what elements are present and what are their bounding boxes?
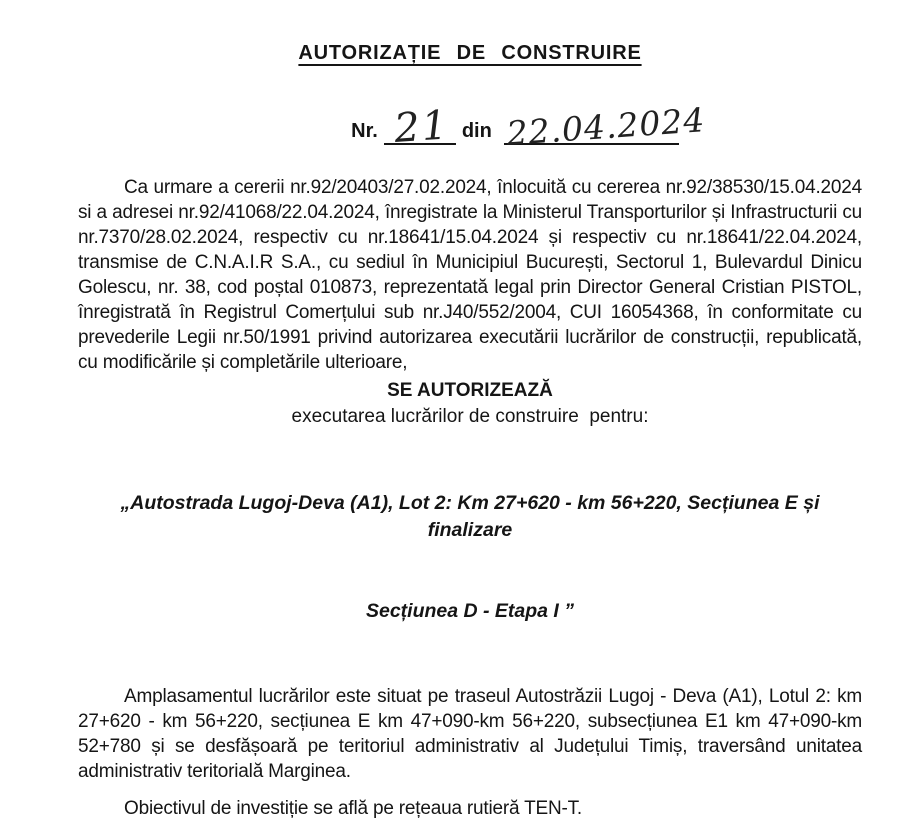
ten-t-paragraph: Obiectivul de investiție se află pe rețeaua rutieră TEN-T. bbox=[124, 798, 583, 819]
authorization-heading: SE AUTORIZEAZĂ bbox=[387, 380, 553, 401]
number-underline bbox=[384, 102, 456, 152]
intro-paragraph: Ca urmare a cererii nr.92/20403/27.02.2024, înlocuită cu cererea nr.92/38530/15.04.2024 si a adresei nr.92/41068/22.04.2024, înregistrate la Ministerul Transporturilor și Infrastructurii cu nr.7370/28.02.2024, respectiv cu nr.18641/15.04.2024 și respectiv cu nr.18641/22.04.2024, transmise de C.N.A.I.R S.A., cu sediul în Municipiul București, Sectorul 1, Bulevardul Dinicu Golescu, nr. 38, cod poștal 010873, reprezentată legal prin Director General Cristian PISTOL, înregistrată în Registrul Comerțului sub nr.J40/552/2004, CUI 16054368, în conformitate cu prevederile Legii nr.50/1991 privind autorizarea executării lucrărilor de construcții, republicată, cu modificările și completările ulterioare, bbox=[78, 177, 862, 373]
project-title-line2: Secțiunea D - Etapa I ” bbox=[365, 600, 575, 622]
location-paragraph: Amplasamentul lucrărilor este situat pe traseul Autostrăzii Lugoj - Deva (A1), Lotul 2: km 27+620 - km 56+220, secțiunea E km 47+090-km 56+220, subsecțiunea E1 km 47+090-km 52+780 și se desfășoară pe teritoriul administrativ al Județului Timiș, traversând unitatea administrativ teritorială Marginea. bbox=[78, 686, 862, 782]
authorization-subheading: executarea lucrărilor de construire pentru: bbox=[291, 406, 649, 427]
number-label: Nr. bbox=[351, 120, 378, 142]
project-title-line1: „Autostrada Lugoj-Deva (A1), Lot 2: Km 27+620 - km 56+220, Secțiunea E și finalizare bbox=[120, 492, 825, 541]
project-title bbox=[78, 436, 862, 679]
number-date-line bbox=[168, 100, 862, 153]
document-title: AUTORIZAȚIE DE CONSTRUIRE bbox=[298, 42, 642, 64]
handwritten-number: 21 bbox=[392, 102, 451, 152]
handwritten-date: 22.04.2024 bbox=[505, 100, 707, 153]
date-label: din bbox=[461, 120, 492, 142]
date-underline bbox=[504, 100, 707, 153]
